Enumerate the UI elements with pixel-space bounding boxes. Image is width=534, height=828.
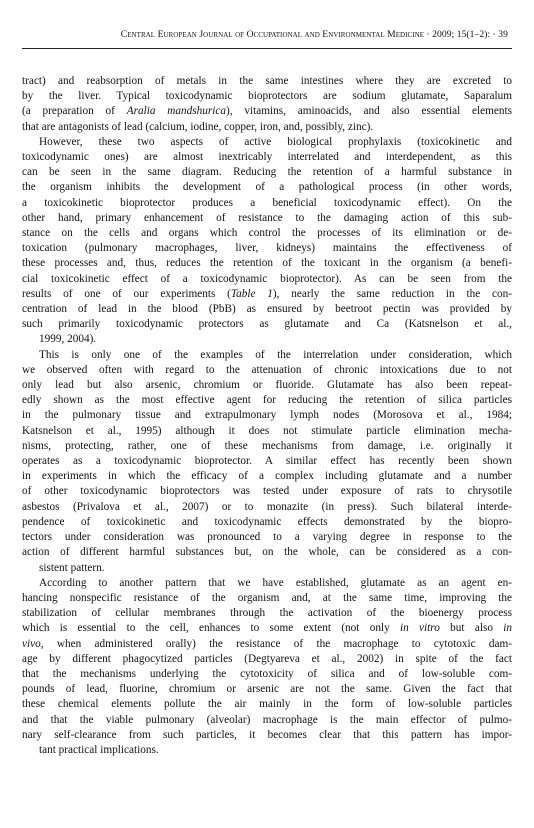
text-line: pounds of lead, fluorine, chromium or arsenic are not the same. Given the fact that — [22, 683, 512, 696]
paragraph — [22, 74, 512, 135]
italic-term: vivo — [22, 637, 41, 650]
text-line: tectors under consideration was pronounced to a varying degree in response to the — [22, 531, 512, 544]
header-rule — [22, 48, 512, 49]
text-line: sistent pattern. — [39, 561, 105, 574]
text-line: tant practical implications. — [39, 743, 159, 756]
text-line: 1999, 2004). — [39, 333, 97, 346]
text-line: toxication (pulmonary macrophages, liver, kidneys) maintains the effectiveness of — [22, 242, 512, 255]
text-line: other hand, primary enhancement of resistance to the damaging action of this sub- — [22, 211, 512, 224]
text-line: stance on the cells and organs which control the processes of its elimination or de- — [22, 227, 512, 240]
text-line: and that the viable pulmonary (alveolar) macrophage is the main effector of pulmo- — [22, 713, 512, 726]
text-line: that are antagonists of lead (calcium, iodine, copper, iron, and, possibly, zinc). — [22, 120, 374, 133]
italic-term: Aralia mandshurica — [126, 105, 226, 118]
italic-term: Table 1 — [230, 287, 273, 300]
text-line: toxicodynamic ones) are almost inextricably interrelated and interdependent, as this — [22, 151, 512, 164]
text-line: pendence of toxicokinetic and toxicodynamic effects demonstrated by the biopro- — [22, 515, 512, 528]
text-line: that the mechanisms underlying the cytotoxicity of silica and of low-soluble com- — [22, 667, 512, 680]
text-line: can be seen in the same diagram. Reducing the retention of a harmful substance in — [22, 166, 512, 179]
text-line: asbestos (Privalova et al., 2007) or to monazite (in press). Such bilateral interde- — [22, 500, 512, 513]
text-line: only lead but also arsenic, chromium or fluoride. Glutamate has also been repeat- — [22, 379, 512, 392]
journal-citation: · 2009; 15(1–2): · 39 — [424, 29, 508, 40]
text-line: results of one of our experiments (Table 1), nearly the same reduction in the con- — [22, 287, 513, 300]
text-line: According to another pattern that we have established, glutamate as an agent en- — [39, 576, 512, 589]
text-line: age by different phagocytized particles (Degtyareva et al., 2002) in spite of the fact — [22, 652, 512, 665]
text-line: Katsnelson et al., 1995) although it does not stimulate particle elimination mecha- — [22, 424, 512, 437]
body-text — [22, 74, 512, 758]
paragraph — [22, 348, 512, 576]
text-line: these chemical elements pollute the air mainly in the form of low-soluble particles — [22, 698, 512, 711]
text-line: action of different harmful substances but, on the whole, can be considered as a con- — [22, 546, 512, 559]
text-line: operates as a toxicodynamic bioprotector. A similar effect has recently been shown — [22, 455, 512, 468]
text-line: However, these two aspects of active biological prophylaxis (toxicokinetic and — [39, 135, 512, 148]
text-line: such primarily toxicodynamic protectors as glutamate and Ca (Katsnelson et al., — [22, 318, 512, 331]
text-line: stabilization of cellular membranes through the activation of the bioenergy process — [22, 607, 512, 620]
text-line: centration of lead in the blood (PbB) as ensured by beetroot pectin was provided by — [22, 303, 512, 316]
text-line: cial toxicokinetic effect of a toxicodynamic bioprotector). As can be seen from the — [22, 272, 512, 285]
text-line: by the liver. Typical toxicodynamic bioprotectors are sodium glutamate, Saparalum — [22, 90, 512, 103]
text-line: in experiments in which the efficacy of a complex including glutamate and a number — [22, 470, 512, 483]
text-line: in the pulmonary tissue and extrapulmonary lymph nodes (Morosova et al., 1984; — [22, 409, 512, 422]
italic-term: in — [503, 622, 513, 635]
paragraph — [22, 576, 512, 758]
text-line: which is essential to the cell, enhances to some extent (not only in vitro but also in — [22, 622, 513, 635]
text-line: nisms, protecting, rather, one of these mechanisms from damage, i.e. originally it — [22, 439, 512, 452]
text-line: these processes and, thus, reduces the retention of the toxicant in the organism (a benefi- — [22, 257, 512, 270]
text-line: This is only one of the examples of the interrelation under consideration, which — [39, 348, 512, 361]
text-line: (a preparation of Aralia mandshurica), vitamins, aminoacids, and also essential elements — [22, 105, 512, 118]
journal-title: Central European Journal of Occupational and Environmental Medicine — [120, 29, 425, 40]
italic-term: in vitro — [400, 622, 440, 635]
text-line: nary self-clearance from such particles, it becomes clear that this pattern has impor- — [22, 728, 512, 741]
text-line: of other toxicodynamic bioprotectors was tested under exposure of rats to chrysotile — [22, 485, 512, 498]
paragraph — [22, 135, 512, 348]
text-line: a toxicokinetic bioprotector produces a beneficial toxicodynamic effect). On the — [22, 196, 512, 209]
text-line: we observed often with regard to the attenuation of chronic intoxications due to not — [22, 363, 512, 376]
text-line: edly shown as the most effective agent for reducing the retention of silica particles — [22, 394, 512, 407]
text-line: the organism inhibits the development of a pathological process (in other words, — [22, 181, 512, 194]
text-line: vivo, when administered orally) the resistance of the macrophage to cytotoxic dam- — [22, 637, 512, 650]
text-line: tract) and reabsorption of metals in the same intestines where they are excreted to — [22, 75, 512, 87]
running-header — [30, 29, 508, 40]
text-line: hancing nonspecific resistance of the organism and, at the same time, improving the — [22, 591, 512, 604]
